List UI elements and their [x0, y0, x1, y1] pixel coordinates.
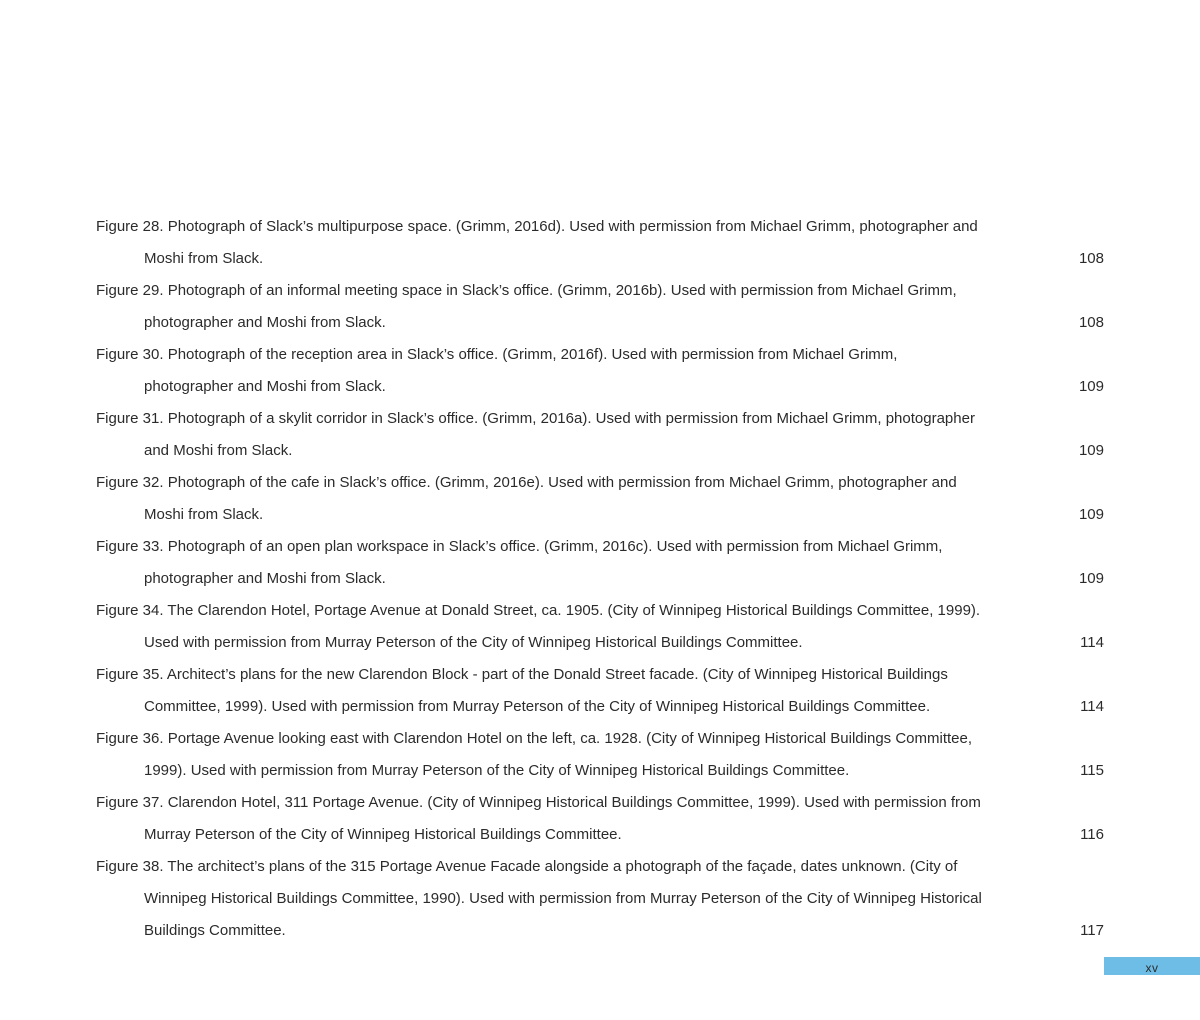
entry-line: Moshi from Slack. — [144, 506, 264, 523]
page-number: 114 — [1080, 698, 1104, 715]
entry-line: Figure 34. The Clarendon Hotel, Portage Avenue at Donald Street, ca. 1905. (City of Winnipeg Historical Buildings Committee, 1999). — [96, 602, 981, 619]
page-number: 108 — [1078, 250, 1104, 267]
page-number: 114 — [1080, 634, 1104, 651]
figure-entry-34[interactable] — [96, 595, 1104, 659]
entry-line: Figure 36. Portage Avenue looking east with Clarendon Hotel on the left, ca. 1928. (City of Winnipeg Historical Buildings Committee, — [96, 730, 973, 747]
figure-entry-29[interactable] — [96, 275, 1104, 339]
entry-line: photographer and Moshi from Slack. — [144, 378, 386, 395]
figure-entry-35[interactable] — [96, 659, 1104, 723]
entry-line: Figure 35. Architect’s plans for the new Clarendon Block - part of the Donald Street facade. (City of Winnipeg Historical Buildings — [96, 666, 948, 683]
page-number: 109 — [1078, 506, 1104, 523]
entry-line: photographer and Moshi from Slack. — [144, 314, 386, 331]
figure-entry-28[interactable] — [96, 211, 1104, 275]
entry-line: Figure 30. Photograph of the reception area in Slack’s office. (Grimm, 2016f). Used with permission from Michael Grimm, — [96, 346, 898, 363]
figure-entry-37[interactable] — [96, 787, 1104, 851]
page-number: 109 — [1078, 442, 1104, 459]
figure-entry-32[interactable] — [96, 467, 1104, 531]
entry-line: Winnipeg Historical Buildings Committee, 1990). Used with permission from Murray Peterson of the City of Winnipeg Historical — [144, 890, 982, 907]
entry-line: photographer and Moshi from Slack. — [144, 570, 386, 587]
figure-entry-31[interactable] — [96, 403, 1104, 467]
entry-line: Committee, 1999). Used with permission from Murray Peterson of the City of Winnipeg Historical Buildings Committee. — [144, 698, 931, 715]
entry-line: Figure 32. Photograph of the cafe in Slack’s office. (Grimm, 2016e). Used with permission from Michael Grimm, photographer and — [96, 474, 957, 491]
page-number: 115 — [1080, 762, 1104, 779]
entry-line: 1999). Used with permission from Murray Peterson of the City of Winnipeg Historical Buildings Committee. — [144, 762, 850, 779]
figure-entry-38[interactable] — [96, 851, 1104, 947]
entry-line: and Moshi from Slack. — [144, 442, 293, 459]
list-of-figures — [96, 211, 1104, 947]
figure-entry-36[interactable] — [96, 723, 1104, 787]
figure-entry-33[interactable] — [96, 531, 1104, 595]
entry-line: Figure 38. The architect’s plans of the 315 Portage Avenue Facade alongside a photograph of the façade, dates unknown. (City of — [96, 858, 958, 875]
entry-line: Figure 37. Clarendon Hotel, 311 Portage Avenue. (City of Winnipeg Historical Buildings Committee, 1999). Used with permission from — [96, 794, 981, 811]
page-number: 117 — [1080, 922, 1104, 939]
folio-page-number: xv — [1104, 957, 1200, 975]
entry-line: Figure 29. Photograph of an informal meeting space in Slack’s office. (Grimm, 2016b). Used with permission from Michael Grimm, — [96, 282, 957, 299]
page-number: 108 — [1078, 314, 1104, 331]
entry-line: Figure 28. Photograph of Slack’s multipurpose space. (Grimm, 2016d). Used with permission from Michael Grimm, photographer and — [96, 218, 978, 235]
entry-line: Buildings Committee. — [144, 922, 286, 939]
page-number: 116 — [1080, 826, 1104, 843]
entry-line: Murray Peterson of the City of Winnipeg Historical Buildings Committee. — [144, 826, 622, 843]
entry-line: Figure 33. Photograph of an open plan workspace in Slack’s office. (Grimm, 2016c). Used with permission from Michael Grimm, — [96, 538, 943, 555]
entry-line: Figure 31. Photograph of a skylit corridor in Slack’s office. (Grimm, 2016a). Used with permission from Michael Grimm, photographer — [96, 410, 975, 427]
entry-line: Used with permission from Murray Peterson of the City of Winnipeg Historical Buildings Committee. — [144, 634, 803, 651]
page-number: 109 — [1078, 570, 1104, 587]
page-number: 109 — [1078, 378, 1104, 395]
entry-line: Moshi from Slack. — [144, 250, 264, 267]
figure-entry-30[interactable] — [96, 339, 1104, 403]
